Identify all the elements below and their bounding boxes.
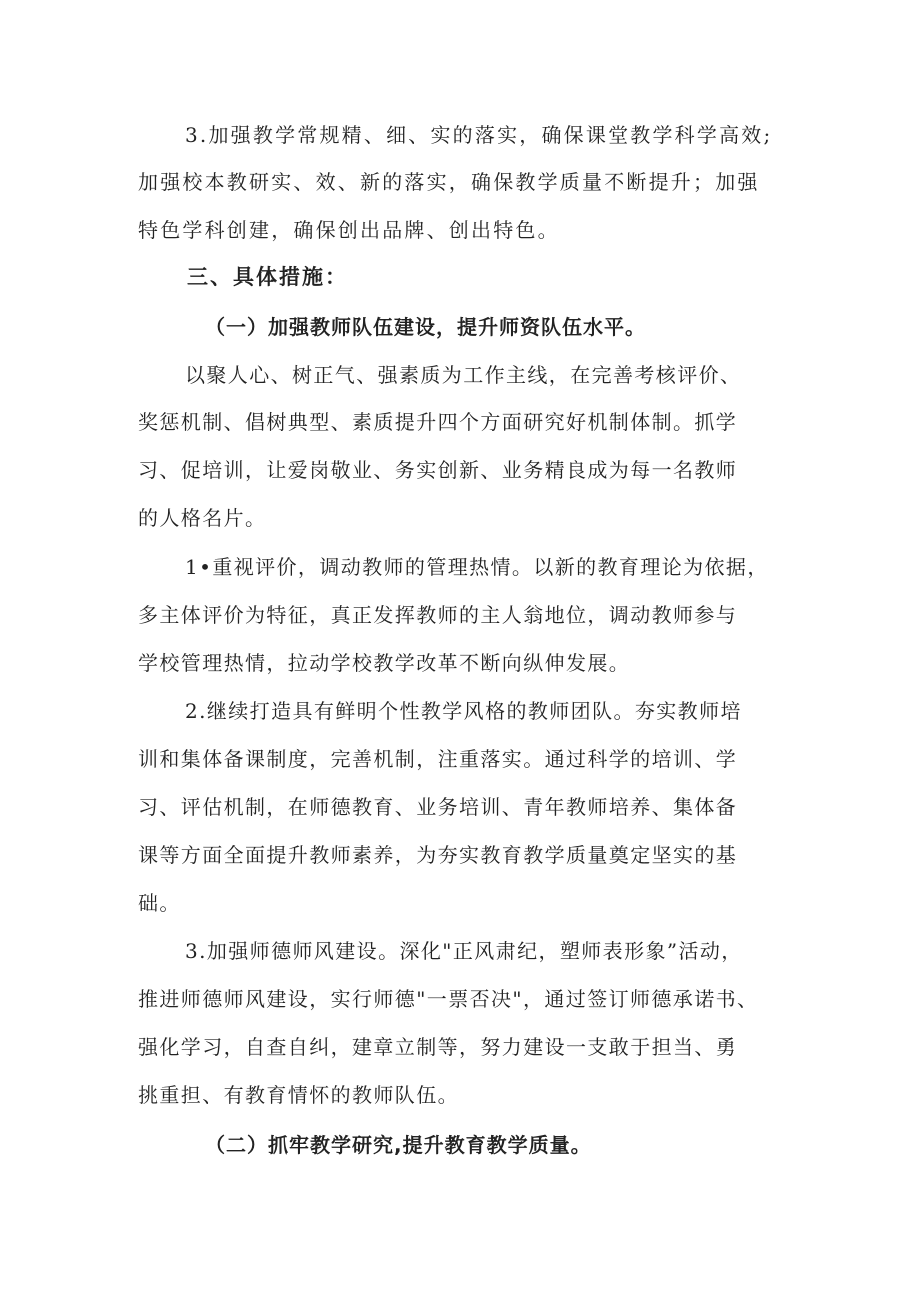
- paragraph-item-3-line-4: 挑重担、有教育情怀的教师队伍。: [138, 1083, 459, 1107]
- paragraph-intro-line-2: 奖惩机制、倡树典型、素质提升四个方面研究好机制体制。抓学: [138, 410, 738, 434]
- paragraph-intro-line-3: 习、促培训，让爱岗敬业、务实创新、业务精良成为每一名教师: [138, 458, 738, 482]
- paragraph-intro-line-4: 的人格名片。: [138, 506, 267, 530]
- paragraph-goal-3-line-3: 特色学科创建，确保创出品牌、创出特色。: [138, 218, 560, 242]
- paragraph-item-1-line-2: 多主体评价为特征，真正发挥教师的主人翁地位，调动教师参与: [138, 603, 738, 627]
- paragraph-goal-3-line-2: 加强校本教研实、效、新的落实，确保教学质量不断提升；加强: [138, 170, 760, 194]
- paragraph-item-3-line-3: 强化学习，自查自纠，建章立制等，努力建设一支敢于担当、勇: [138, 1035, 738, 1059]
- paragraph-item-2-line-1: 2.继续打造具有鲜明个性教学风格的教师团队。夯实教师培: [185, 699, 742, 723]
- paragraph-item-3-line-1: 3.加强师德师风建设。深化"正风肃纪，塑师表形象”活动，: [185, 939, 743, 963]
- paragraph-item-2-line-4: 课等方面全面提升教师素养，为夯实教育教学质量奠定坚实的基: [138, 843, 738, 867]
- subheading-teacher-team: （一）加强教师队伍建设，提升师资队伍水平。: [205, 315, 646, 339]
- paragraph-item-1-line-3: 学校管理热情，拉动学校教学改革不断向纵伸发展。: [138, 651, 631, 675]
- section-heading-measures: 三、具体措施：: [187, 265, 348, 289]
- paragraph-item-2-line-3: 习、评估机制，在师德教育、业务培训、青年教师培养、集体备: [138, 795, 738, 819]
- paragraph-goal-3-line-1: 3.加强教学常规精、细、实的落实，确保课堂教学科学高效;: [185, 123, 773, 147]
- subheading-teaching-research: （二）抓牢教学研究,提升教育教学质量。: [205, 1133, 592, 1157]
- paragraph-item-2-line-5: 础。: [138, 891, 181, 915]
- paragraph-item-3-line-2: 推进师德师风建设，实行师德"一票否决"，通过签订师德承诺书、: [138, 987, 759, 1011]
- paragraph-intro-line-1: 以聚人心、树正气、强素质为工作主线，在完善考核评价、: [185, 363, 742, 387]
- paragraph-item-2-line-2: 训和集体备课制度，完善机制，注重落实。通过科学的培训、学: [138, 747, 738, 771]
- paragraph-item-1-line-1: 1•重视评价，调动教师的管理热情。以新的教育理论为依据，: [185, 555, 769, 579]
